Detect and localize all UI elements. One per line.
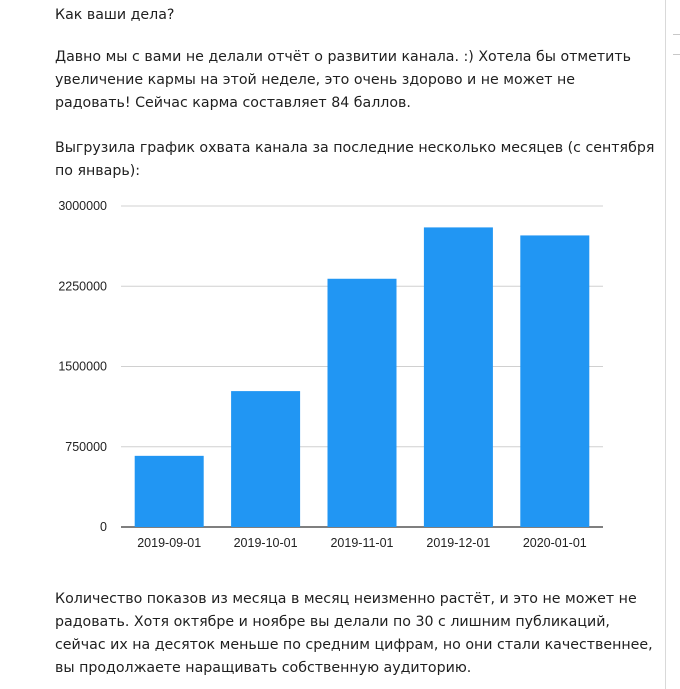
conclusion-paragraph: Количество показов из месяца в месяц неизменно растёт, и это не может не радовать. Хотя октябре и ноябре вы делали по 30 с лишним публикаций, сейчас их на десяток меньше по средним цифрам, но они стали качественнее, вы продолжаете наращивать собственную аудиторию. xyxy=(55,591,653,676)
y-tick-label: 0 xyxy=(100,520,107,534)
x-tick-label: 2019-10-01 xyxy=(233,536,298,550)
bar-2019-11-01 xyxy=(328,279,397,527)
bar-2019-12-01 xyxy=(424,227,493,527)
x-tick-label: 2019-12-01 xyxy=(426,536,491,550)
y-tick-label: 3000000 xyxy=(58,199,107,213)
y-tick-label: 750000 xyxy=(65,439,107,454)
karma-paragraph: Давно мы с вами не делали отчёт о развитии канала. :) Хотела бы отметить увеличение кармы на этой неделе, это очень здорово и не может не радовать! Сейчас карма составляет 84 баллов. xyxy=(55,49,631,111)
x-tick-label: 2019-09-01 xyxy=(137,536,202,550)
y-tick-label: 2250000 xyxy=(58,279,107,294)
x-tick-label: 2019-11-01 xyxy=(330,536,394,550)
bar-2020-01-01 xyxy=(520,235,589,527)
bar-2019-10-01 xyxy=(231,391,300,527)
bar-2019-09-01 xyxy=(135,456,204,527)
greeting-text: Как ваши дела? xyxy=(55,7,175,23)
y-tick-label: 1500000 xyxy=(58,359,107,374)
x-tick-label: 2020-01-01 xyxy=(522,536,587,550)
chart-intro-paragraph: Выгрузила график охвата канала за последние несколько месяцев (с сентября по январь): xyxy=(55,140,655,179)
